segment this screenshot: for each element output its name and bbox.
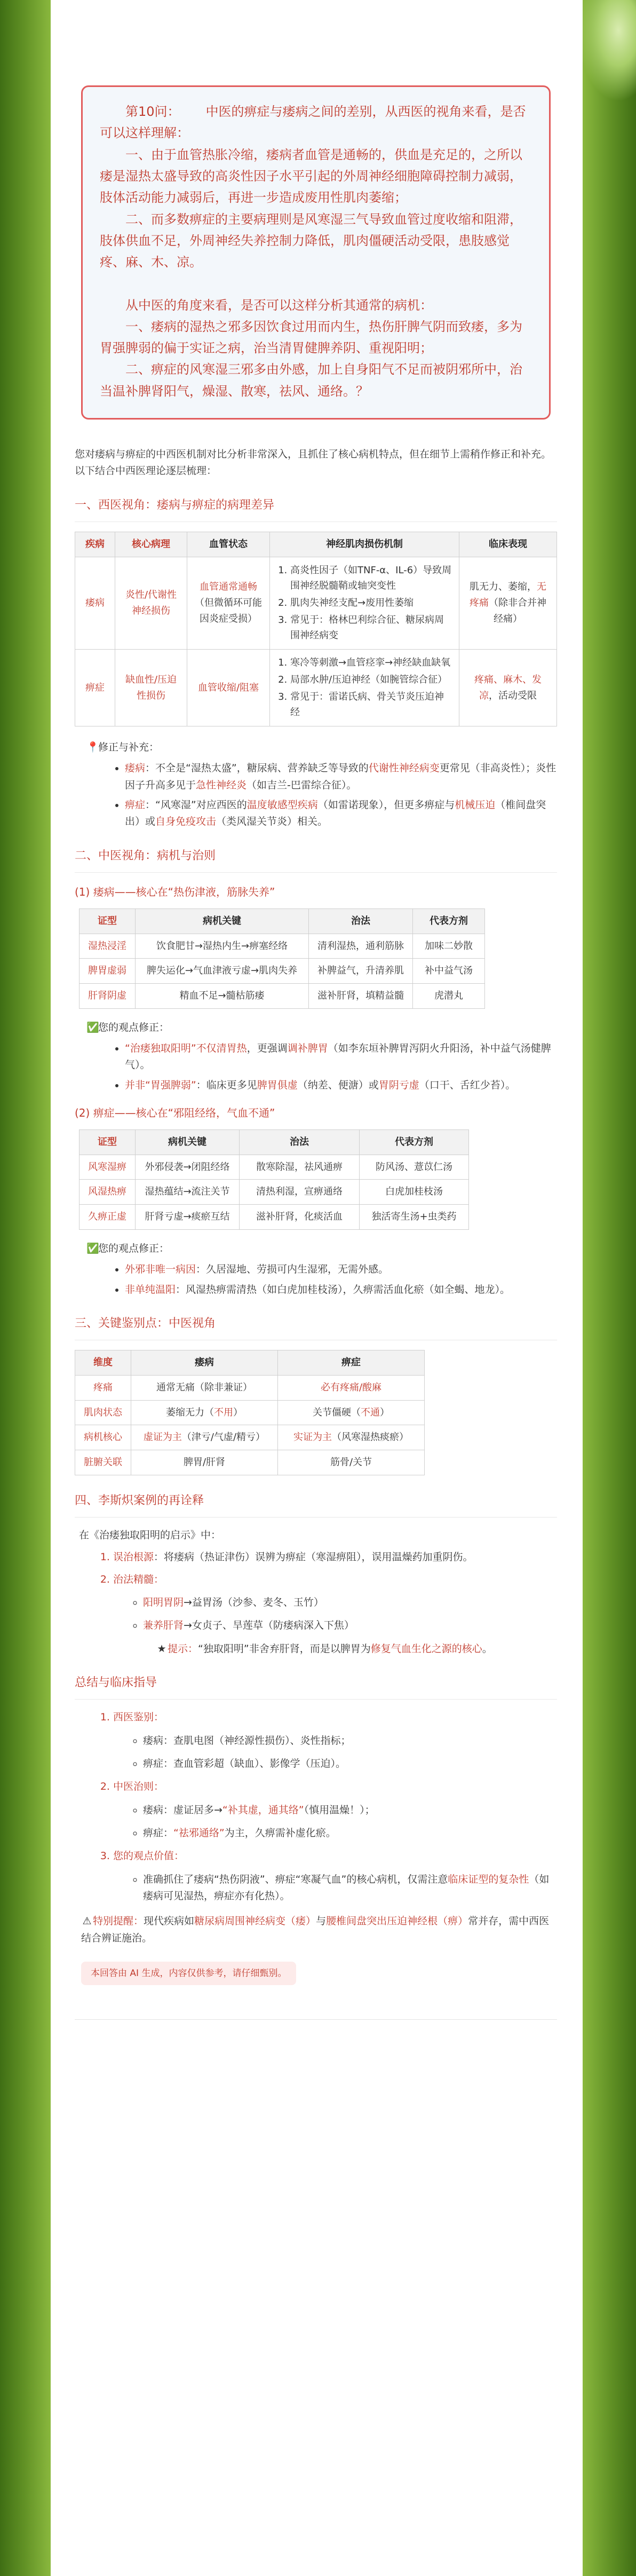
note-title: 您的观点修正： xyxy=(98,1021,170,1033)
list-item: ◦ 痹症：查血管彩超（缺血）、影像学（压迫）。 xyxy=(143,1756,557,1772)
table-header: 病机关键 xyxy=(136,1130,240,1155)
table-cell: 病机核心 xyxy=(75,1425,131,1450)
table-row xyxy=(75,1425,425,1450)
table-row xyxy=(79,1180,469,1205)
table-header: 证型 xyxy=(79,1130,136,1155)
question-point-1: 一、由于血管热胀冷缩，痿病者血管是通畅的，供血是充足的，之所以痿是湿热太盛导致的高炎性因子水平引起的外周神经细胞障碍控制力减弱，肢体活动能力减弱后，再进一步造成废用性肌肉萎缩； xyxy=(100,147,522,206)
list-item: ◦ 痿病：虚证居多→“补其虚，通其络”（慎用温燥！）； xyxy=(143,1802,557,1819)
subsection-title: (1) 痿病——核心在“热伤津液，筋脉失养” xyxy=(75,885,275,898)
warning-icon: ⚠ xyxy=(82,1915,92,1927)
question-point-5: 二、痹症的风寒湿三邪多由外感，加上自身阳气不足而被阴邪所中，治当温补脾肾阳气，燥湿、散寒，祛风、通络。？ xyxy=(100,362,522,399)
table-cell: 脾失运化→气血津液亏虚→肌肉失养 xyxy=(136,959,309,984)
table-cell: 清利湿热，通利筋脉 xyxy=(309,934,413,959)
table-cell: 炎性/代谢性神经损伤 xyxy=(115,557,187,649)
list-item: 2. 治法精髓： ◦ 阳明胃阴→益胃汤（沙参、麦冬、玉竹） ◦ 兼养肝肾→女贞子、旱莲草（防痿病深入下焦） ★ 提示：“独取阳明”非舍弃肝肾，而是以脾胃为修复气血生化之源的核心。 xyxy=(113,1571,557,1657)
table-cell: 脾胃虚弱 xyxy=(79,959,136,984)
table-cell: 缺血性/压迫性损伤 xyxy=(115,650,187,726)
table-row xyxy=(75,1450,425,1475)
table-row xyxy=(75,1375,425,1400)
question-point-2: 二、而多数痹症的主要病理则是风寒湿三气导致血管过度收缩和阻滞，肢体供血不足，外周神经失养控制力降低，肌肉僵硬活动受限，患肢感觉疼、麻、木、凉。 xyxy=(100,211,522,270)
case-list xyxy=(75,1549,557,1657)
correction-notes-2 xyxy=(86,1020,557,1094)
table-header: 治法 xyxy=(240,1130,360,1155)
wei-syndrome-table xyxy=(79,908,485,1009)
pin-icon: 📍 xyxy=(86,741,99,753)
table-cell: 风湿热痹 xyxy=(79,1180,136,1205)
table-cell: 通常无痛（除非兼证） xyxy=(131,1375,278,1400)
list-item: 3. 常见于：雷诺氏病、骨关节炎压迫神经 xyxy=(290,689,452,721)
table-cell: 必有疼痛/酸麻 xyxy=(278,1375,425,1400)
list-item: ◦ 痿病：查肌电图（神经源性损伤）、炎性指标； xyxy=(143,1733,557,1749)
table-header: 治法 xyxy=(309,908,413,934)
table-cell: 虎潜丸 xyxy=(413,984,485,1009)
table-cell: 精血不足→髓枯筋痿 xyxy=(136,984,309,1009)
section-2-title: 二、中医视角：病机与治则 xyxy=(75,847,557,873)
section-4-lead: 在《治痿独取阳明的启示》中： xyxy=(79,1529,221,1541)
list-item: 2. 肌肉失神经支配→废用性萎缩 xyxy=(290,595,452,611)
list-item: ◦ 痹症：“祛邪通络”为主，久痹需补虚化瘀。 xyxy=(143,1825,557,1842)
check-icon: ✅ xyxy=(86,1242,99,1254)
list-item: 1. 误治根源：将痿病（热证津伤）误辨为痹症（寒湿痹阻），误用温燥药加重阴伤。 xyxy=(113,1549,557,1566)
list-item: ◦ 阳明胃阴→益胃汤（沙参、麦冬、玉竹） xyxy=(143,1594,557,1611)
table-cell: 萎缩无力（不用） xyxy=(131,1400,278,1425)
differentiation-table xyxy=(75,1350,425,1475)
table-cell: 补脾益气，升清养肌 xyxy=(309,959,413,984)
table-cell: 肌无力、萎缩，无疼痛（除非合并神经痛） xyxy=(459,557,557,649)
star-icon: ★ xyxy=(157,1642,166,1655)
table-row xyxy=(75,650,557,726)
article-page xyxy=(51,0,583,2576)
table-header: 维度 xyxy=(75,1350,131,1376)
note-title: 您的观点修正： xyxy=(98,1242,170,1254)
table-cell: 清热利湿，宣痹通络 xyxy=(240,1180,360,1205)
table-cell: 脾胃/肝肾 xyxy=(131,1450,278,1475)
answer-intro: 您对痿病与痹症的中西医机制对比分析非常深入，且抓住了核心病机特点，但在细节上需稍作修正和补充。以下结合中西医理论逐层梳理： xyxy=(75,448,552,477)
table-header-row xyxy=(79,1130,469,1155)
question-text: 中医的痹症与痿病之间的差别，从西医的视角来看，是否可以这样理解： xyxy=(100,104,526,141)
table-cell: 血管通常通畅 （但微循环可能因炎症受损） xyxy=(187,557,270,649)
list-item: 1. 寒冷等刺激→血管痉挛→神经缺血缺氧 xyxy=(290,655,452,671)
summary-title: 总结与临床指导 xyxy=(75,1673,557,1700)
table-header-row xyxy=(75,1350,425,1376)
note-title: 修正与补充： xyxy=(98,741,160,753)
section-1-title: 一、西医视角：痿病与痹症的病理差异 xyxy=(75,496,557,522)
list-item: • 外邪非唯一病因：久居湿地、劳损可内生湿邪，无需外感。 xyxy=(125,1261,557,1278)
table-cell: 肝肾亏虚→痰瘀互结 xyxy=(136,1205,240,1230)
table-cell: 实证为主（风寒湿热痰瘀） xyxy=(278,1425,425,1450)
table-cell: 血管收缩/阻塞 xyxy=(187,650,270,726)
question-box xyxy=(81,85,551,420)
table-row xyxy=(79,1205,469,1230)
table-cell: 风寒湿痹 xyxy=(79,1155,136,1180)
list-item: ◦ 准确抓住了痿病“热伤阴液”、痹症“寒凝气血”的核心病机，仅需注意临床证型的复杂性（如痿病可见湿热，痹症亦有化热）。 xyxy=(143,1871,557,1905)
question-label: 第10问： xyxy=(125,104,180,119)
table-cell: 散寒除湿，祛风通痹 xyxy=(240,1155,360,1180)
table-cell: 久痹正虚 xyxy=(79,1205,136,1230)
table-header-row xyxy=(75,532,557,557)
correction-notes-3 xyxy=(86,1240,557,1298)
question-point-4: 一、痿病的湿热之邪多因饮食过用而内生，热伤肝脾气阴而致痿，多为胃强脾弱的偏于实证之病，治当清胃健脾养阴、重视阳明； xyxy=(100,319,522,356)
list-item: 1. 高炎性因子（如TNF-α、IL-6）导致周围神经脱髓鞘或轴突变性 xyxy=(290,563,452,594)
table-cell: 独活寄生汤+虫类药 xyxy=(360,1205,469,1230)
table-cell: 虚证为主（津亏/气虚/精亏） xyxy=(131,1425,278,1450)
table-cell: 白虎加桂枝汤 xyxy=(360,1180,469,1205)
list-item: 3. 您的观点价值： ◦ 准确抓住了痿病“热伤阴液”、痹症“寒凝气血”的核心病机，仅需注意临床证型的复杂性（如痿病可见湿热，痹症亦有化热）。 xyxy=(113,1848,557,1905)
summary-list xyxy=(75,1709,557,1905)
table-cell: 肝肾阴虚 xyxy=(79,984,136,1009)
table-cell: 湿热蕴结→流注关节 xyxy=(136,1180,240,1205)
table-header: 临床表现 xyxy=(459,532,557,557)
table-cell: 外邪侵袭→闭阻经络 xyxy=(136,1155,240,1180)
list-item: 1. 西医鉴别： ◦ 痿病：查肌电图（神经源性损伤）、炎性指标； ◦ 痹症：查血管彩超（缺血）、影像学（压迫）。 xyxy=(113,1709,557,1772)
table-cell: 补中益气汤 xyxy=(413,959,485,984)
table-cell xyxy=(270,557,459,649)
special-reminder: ⚠ 特别提醒：现代疾病如糖尿病周围神经病变（痿）与腰椎间盘突出压迫神经根（痹）常并存，需中西医结合辨证施治。 xyxy=(81,1913,557,1947)
table-header: 痹症 xyxy=(278,1350,425,1376)
table-row xyxy=(79,984,485,1009)
leaf-decoration xyxy=(577,0,636,101)
check-icon: ✅ xyxy=(86,1021,99,1033)
table-cell: 痿病 xyxy=(75,557,115,649)
table-cell: 饮食肥甘→湿热内生→痹塞经络 xyxy=(136,934,309,959)
table-header: 痿病 xyxy=(131,1350,278,1376)
table-header: 疾病 xyxy=(75,532,115,557)
table-cell: 脏腑关联 xyxy=(75,1450,131,1475)
list-item: • 并非“胃强脾弱”：临床更多见脾胃俱虚（纳差、便溏）或胃阴亏虚（口干、舌红少苔）。 xyxy=(125,1077,557,1094)
pathology-table xyxy=(75,532,557,726)
left-background xyxy=(0,0,51,2576)
table-cell: 湿热浸淫 xyxy=(79,934,136,959)
table-cell: 滋补肝肾，填精益髓 xyxy=(309,984,413,1009)
divider xyxy=(75,2019,557,2020)
table-row xyxy=(79,934,485,959)
table-header: 证型 xyxy=(79,908,136,934)
subsection-title: (2) 痹症——核心在“邪阻经络，气血不通” xyxy=(75,1107,275,1120)
table-cell xyxy=(270,650,459,726)
list-item: • 痿病：不全是“湿热太盛”，糖尿病、营养缺乏等导致的代谢性神经病变更常见（非高炎性）；炎性因子升高多见于急性神经炎（如吉兰-巴雷综合征）。 xyxy=(125,760,557,794)
correction-notes-1 xyxy=(86,739,557,831)
section-4-title: 四、李斯炽案例的再诠释 xyxy=(75,1491,557,1518)
table-cell: 滋补肝肾，化痰活血 xyxy=(240,1205,360,1230)
table-header: 代表方剂 xyxy=(360,1130,469,1155)
list-item: 3. 常见于：格林巴利综合征、糖尿病周围神经病变 xyxy=(290,612,452,644)
table-header: 代表方剂 xyxy=(413,908,485,934)
table-cell: 疼痛 xyxy=(75,1375,131,1400)
table-header: 核心病理 xyxy=(115,532,187,557)
table-cell: 筋骨/关节 xyxy=(278,1450,425,1475)
list-item: 2. 局部水肿/压迫神经（如腕管综合征） xyxy=(290,672,452,688)
bi-syndrome-table xyxy=(79,1129,469,1230)
table-row xyxy=(75,1400,425,1425)
list-item: ◦ 兼养肝肾→女贞子、旱莲草（防痿病深入下焦） xyxy=(143,1617,557,1634)
table-header-row xyxy=(79,908,485,934)
section-3-title: 三、关键鉴别点：中医视角 xyxy=(75,1314,557,1340)
table-header: 血管状态 xyxy=(187,532,270,557)
right-background xyxy=(583,0,636,2576)
table-header: 病机关键 xyxy=(136,908,309,934)
list-item: 2. 中医治则： ◦ 痿病：虚证居多→“补其虚，通其络”（慎用温燥！）； ◦ 痹症：“祛邪通络”为主，久痹需补虚化瘀。 xyxy=(113,1779,557,1842)
table-cell: 肌肉状态 xyxy=(75,1400,131,1425)
hint-box: ★ 提示：“独取阳明”非舍弃肝肾，而是以脾胃为修复气血生化之源的核心。 xyxy=(156,1641,557,1657)
table-row xyxy=(75,557,557,649)
table-row xyxy=(79,1155,469,1180)
table-cell: 防风汤、薏苡仁汤 xyxy=(360,1155,469,1180)
question-point-3: 从中医的角度来看，是否可以这样分析其通常的病机： xyxy=(125,297,433,313)
table-row xyxy=(79,959,485,984)
table-cell: 关节僵硬（不通） xyxy=(278,1400,425,1425)
ai-disclaimer-badge: 本回答由 AI 生成，内容仅供参考，请仔细甄别。 xyxy=(81,1962,296,1985)
list-item: • “治痿独取阳明”不仅清胃热，更强调调补脾胃（如李东垣补脾胃泻阴火升阳汤，补中益气汤健脾气）。 xyxy=(125,1040,557,1074)
table-header: 神经肌肉损伤机制 xyxy=(270,532,459,557)
list-item: • 非单纯温阳：风湿热痹需清热（如白虎加桂枝汤），久痹需活血化瘀（如全蝎、地龙）。 xyxy=(125,1282,557,1298)
table-cell: 痹症 xyxy=(75,650,115,726)
list-item: • 痹症：“风寒湿”对应西医的温度敏感型疾病（如雷诺现象），但更多痹症与机械压迫（椎间盘突出）或自身免疫攻击（类风湿关节炎）相关。 xyxy=(125,797,557,831)
table-cell: 疼痛、麻木、发凉，活动受限 xyxy=(459,650,557,726)
table-cell: 加味二妙散 xyxy=(413,934,485,959)
